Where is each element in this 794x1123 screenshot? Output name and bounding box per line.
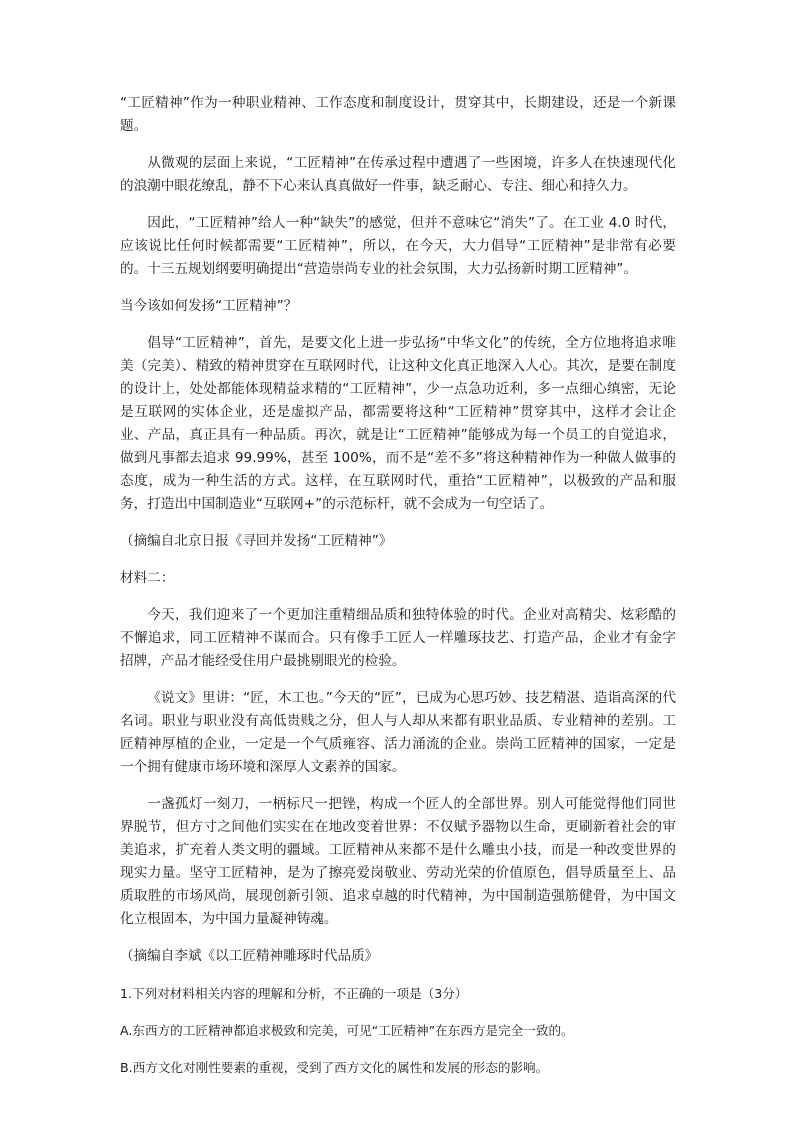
source-citation-1: （摘编自北京日报《寻回并发扬“工匠精神”》 bbox=[120, 533, 393, 549]
document-page bbox=[120, 92, 676, 1093]
material-two-heading: 材料二： bbox=[120, 570, 175, 586]
material-two-paragraph-2: 《说文》里讲：“匠，木工也。”今天的“匠”，已成为心思巧妙、技艺精湛、造诣高深的代名词。职业与职业没有高低贵贱之分，但人与人却从来都有职业品质、专业精神的差别。工匠精神厚植的企业，一定是一个气质雍容、活力涌流的企业。崇尚工匠精神的国家，一定是一个拥有健康市场环境和深厚人文素养的国家。 bbox=[120, 690, 676, 775]
section-question: 当今该如何发扬“工匠精神”？ bbox=[120, 298, 298, 314]
material-two-paragraph-3: 一盏孤灯一刻刀，一柄标尺一把锉，构成一个匠人的全部世界。别人可能觉得他们同世界脱节，但方寸之间他们实实在在地改变着世界：不仅赋予器物以生命，更刷新着社会的审美追求，扩充着人类文明的疆域。工匠精神从来都不是什么雕虫小技，而是一种改变世界的现实力量。坚守工匠精神，是为了擦亮爱岗敬业、劳动光荣的价值原色，倡导质量至上、品质取胜的市场风尚，展现创新引领、追求卓越的时代精神，为中国制造强筋健骨，为中国文化立根固本，为中国力量凝神铸魂。 bbox=[120, 796, 676, 927]
micro-level-paragraph: 从微观的层面上来说，“工匠精神”在传承过程中遭遇了一些困境，许多人在快速现代化的浪潮中眼花缭乱，静不下心来认真真做好一件事，缺乏耐心、专注、细心和持久力。 bbox=[120, 155, 676, 194]
question-1: 1.下列对材料相关内容的理解和分析，不正确的一项是（3分） bbox=[120, 986, 468, 1001]
intro-paragraph: “工匠精神”作为一种职业精神、工作态度和制度设计，贯穿其中，长期建设，还是一个新课题。 bbox=[120, 95, 676, 134]
material-two-paragraph-1: 今天，我们迎来了一个更加注重精细品质和独特体验的时代。企业对高精尖、炫彩酷的不懈追求，同工匠精神不谋而合。只有像手工匠人一样雕琢技艺、打造产品，企业才有金字招牌，产品才能经受住用户最挑剔眼光的检验。 bbox=[120, 607, 676, 669]
source-citation-2: （摘编自李斌《以工匠精神雕琢时代品质》 bbox=[120, 948, 379, 964]
option-a: A.东西方的工匠精神都追求极致和完美，可见“工匠精神”在东西方是完全一致的。 bbox=[120, 1023, 574, 1038]
industry-4-paragraph: 因此，“工匠精神”给人一种“缺失”的感觉，但并不意味它“消失”了。在工业 4.0 时代，应该说比任何时候都需要“工匠精神”，所以，在今天，大力倡导“工匠精神”是非常有必要的。十三五规划纲要明确提出“营造崇尚专业的社会氛围，大力弘扬新时期工匠精神”。 bbox=[120, 215, 676, 277]
option-b: B.西方文化对刚性要素的重视，受到了西方文化的属性和发展的形态的影响。 bbox=[120, 1060, 549, 1075]
advocacy-paragraph: 倡导“工匠精神”，首先，是要文化上进一步弘扬“中华文化”的传统，全方位地将追求唯美（完美）、精致的精神贯穿在互联网时代，让这种文化真正地深入人心。其次，是要在制度的设计上，处处都能体现精益求精的“工匠精神”，少一点急功近利，多一点细心缜密，无论是互联网的实体企业，还是虚拟产品，都需要将这种“工匠精神”贯穿其中，这样才会让企业、产品，真正具有一种品质。再次，就是让“工匠精神”能够成为每一个员工的自觉追求，做到凡事都去追求 99.99%，甚至 100%，而不是“差不多”将这种精神作为一种做人做事的态度，成为一种生活的方式。这样，在互联网时代，重拾“工匠精神”，以极致的产品和服务，打造出中国制造业“互联网+”的示范标杆，就不会成为一句空话了。 bbox=[120, 335, 676, 512]
